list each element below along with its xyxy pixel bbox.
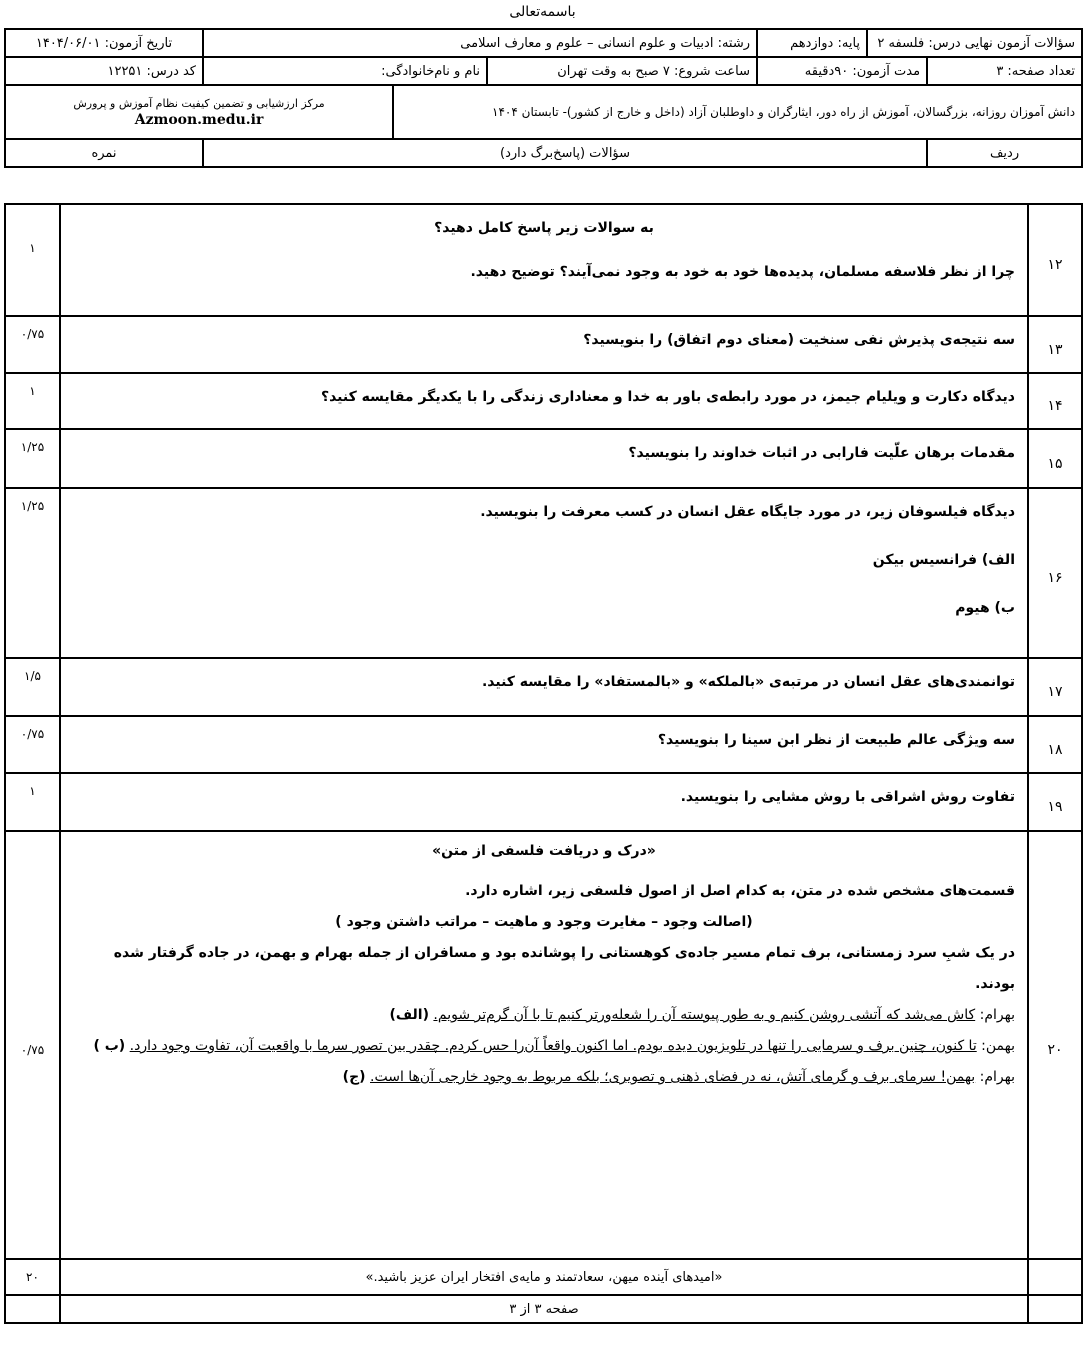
question-score: ۱/۲۵ (5, 429, 60, 488)
mark-a: (الف) (389, 1007, 429, 1023)
duration: مدت آزمون: ۹۰دقیقه (757, 57, 927, 85)
question-row (5, 658, 1082, 716)
questions-table (4, 203, 1083, 1324)
instruction: قسمت‌های مشخص شده در متن، به کدام اصل از اصول فلسفی زیر، اشاره دارد. (465, 883, 1015, 899)
question-number: ۱۳ (1028, 316, 1082, 373)
question-row (5, 716, 1082, 773)
page-number: صفحه ۳ از ۳ (60, 1295, 1028, 1323)
closing-message: «امیدهای آینده میهن، سعادتمند و مایه‌ی افتخار ایران عزیز باشید.» (60, 1259, 1028, 1295)
section-heading: «درک و دریافت فلسفی از متن» (432, 843, 656, 859)
part-a: الف) فرانسیس بیکن (872, 552, 1015, 568)
exam-date: تاریخ آزمون: ۱۴۰۴/۰۶/۰۱ (5, 29, 203, 57)
question-score: ۱/۲۵ (5, 488, 60, 658)
question-score: ۱/۵ (5, 658, 60, 716)
org-name: مرکز ارزشیابی و تضمین کیفیت نظام آموزش و پرورش (73, 96, 325, 110)
question-score: ۱ (5, 773, 60, 831)
question-text: توانمندی‌های عقل انسان در مرتبه‌ی «بالملکه» و «بالمستفاد» را مقایسه کنید. (60, 658, 1028, 716)
question-text: دیدگاه فیلسوفان زیر، در مورد جایگاه عقل انسان در کسب معرفت را بنویسید. الف) فرانسیس بیکن ب) هیوم (60, 488, 1028, 658)
mark-b: (ب ) (93, 1038, 126, 1054)
question-number: ۱۷ (1028, 658, 1082, 716)
exam-title: سؤالات آزمون نهایی درس: فلسفه ۲ (867, 29, 1082, 57)
story-intro: در یک شبِ سرد زمستانی، برف تمام مسیر جاده‌ی کوهستانی را پوشانده بود و مسافران از جمله بهرام و بهمن، در جاده گرفتار شده بودند. (113, 945, 1015, 992)
question-row (5, 429, 1082, 488)
question-text: سه نتیجه‌ی پذیرش نفی سنخیت (معنای دوم اتفاق) را بنویسید؟ (60, 316, 1028, 373)
question-score: ۰/۷۵ (5, 316, 60, 373)
question-score: ۰/۷۵ (5, 831, 60, 1259)
question-row (5, 831, 1082, 1259)
question-score: ۱ (5, 373, 60, 429)
question-text: مقدمات برهان علّیت فارابی در اثبات خداوند را بنویسید؟ (60, 429, 1028, 488)
question-number: ۱۹ (1028, 773, 1082, 831)
total-score: ۲۰ (5, 1259, 60, 1295)
question-number: ۱۸ (1028, 716, 1082, 773)
page-footer-row (5, 1295, 1082, 1323)
question-text: سه ویژگی عالم طبیعت از نظر ابن سینا را بنویسید؟ (60, 716, 1028, 773)
question-row (5, 488, 1082, 658)
part-b: ب) هیوم (955, 600, 1015, 616)
question-text (60, 831, 1028, 1259)
principles-options: (اصالت وجود – مغایرت وجود و ماهیت – مراتب داشتن وجود ) (335, 914, 753, 930)
dialogue-line-a: بهرام: کاش می‌شد که آتشی روشن کنیم و به طور پیوسته آن را شعله‌ورتر کنیم تا با آن گرم‌تر شویم. (الف) (389, 1007, 1015, 1023)
course-code: کد درس: ۱۲۲۵۱ (5, 57, 203, 85)
col-row-header: ردیف (927, 139, 1082, 167)
footer-row (5, 1259, 1082, 1295)
question-score: ۰/۷۵ (5, 716, 60, 773)
col-score-header: نمره (5, 139, 203, 167)
question-text: به سوالات زیر پاسخ کامل دهید؟ چرا از نظر فلاسفه مسلمان، پدیده‌ها خود به خود به وجود نمی‌آیند؟ توضیح دهید. (60, 204, 1028, 316)
exam-header (4, 28, 1083, 168)
question-number: ۱۶ (1028, 488, 1082, 658)
col-questions-header: سؤالات (پاسخ‌برگ دارد) (203, 139, 927, 167)
org-block (5, 85, 393, 139)
question-score: ۱ (5, 204, 60, 316)
question-text: تفاوت روش اشراقی با روش مشایی را بنویسید. (60, 773, 1028, 831)
question-row (5, 316, 1082, 373)
mark-c: (ج) (342, 1069, 366, 1085)
audience: دانش آموزان روزانه، بزرگسالان، آموزش از راه دور، ایثارگران و داوطلبان آزاد (داخل و خارج از کشور)- تابستان ۱۴۰۴ (393, 85, 1082, 139)
question-text: دیدگاه دکارت و ویلیام جیمز، در مورد رابطه‌ی باور به خدا و معناداری زندگی را با یکدیگر مقایسه کنید؟ (60, 373, 1028, 429)
question-number: ۱۵ (1028, 429, 1082, 488)
website: Azmoon.medu.ir (134, 111, 264, 128)
dialogue-line-c: بهرام: بهمن! سرمای برف و گرمای آتش، نه در فضای ذهنی و تصویری؛ بلکه مربوط به وجود خارجی آن‌ها است. (ج) (342, 1069, 1015, 1085)
field: رشته: ادبیات و علوم انسانی – علوم و معارف اسلامی (203, 29, 757, 57)
question-number: ۱۴ (1028, 373, 1082, 429)
question-row (5, 204, 1082, 316)
question-row (5, 373, 1082, 429)
page-count: تعداد صفحه: ۳ (927, 57, 1082, 85)
start-time: ساعت شروع: ۷ صبح به وقت تهران (487, 57, 757, 85)
grade: پایه: دوازدهم (757, 29, 867, 57)
dialogue-line-b: بهمن: تا کنون، چنین برف و سرمایی را تنها در تلویزیون دیده بودم. اما اکنون واقعاً آن‌را حس کردم. چقدر بین تصور سرما با واقعیت آن، تفاوت وجود دارد. (ب ) (93, 1038, 1015, 1054)
student-name-label: نام و نام‌خانوادگی: (203, 57, 487, 85)
question-row (5, 773, 1082, 831)
question-number: ۱۲ (1028, 204, 1082, 316)
section-heading: به سوالات زیر پاسخ کامل دهید؟ (434, 220, 654, 236)
question-number: ۲۰ (1028, 831, 1082, 1259)
page-heading: باسمه‌تعالی (509, 4, 576, 20)
